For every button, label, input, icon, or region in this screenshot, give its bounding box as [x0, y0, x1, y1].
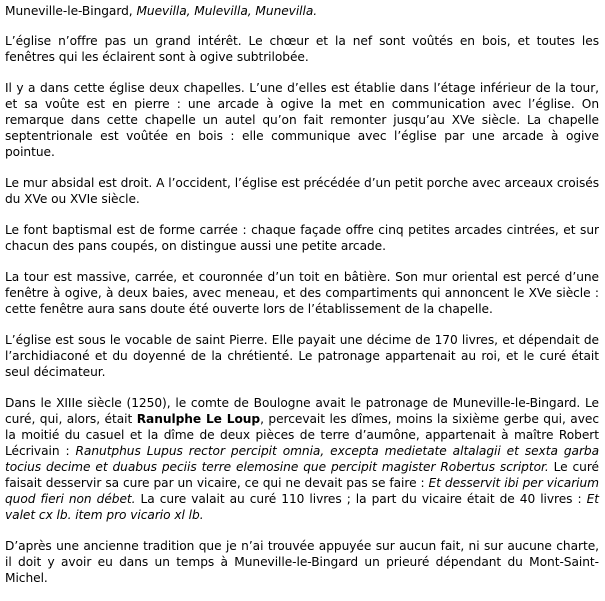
history-latin-quote-2: Et desservit ibi per vicarium quod fieri non débet.: [5, 476, 599, 506]
history-curate-name: Ranulphe Le Loup: [136, 412, 261, 426]
paragraph-chapels: Il y a dans cette église deux chapelles. L’une d’elles est établie dans l’étage inférieur de la tour, et sa voûte est en pierre : une arcade à ogive la met en communication avec l’église. On remarque dans cette chapelle un autel qu’on fait remonter jusqu’au XVe siècle. La chapelle septentrionale est voûtée en bois : elle communique avec l’église par une arcade à ogive pointue.: [5, 81, 599, 159]
document-title: [5, 3, 599, 19]
title-latin-variants: Muevilla, Mulevilla, Munevilla.: [136, 4, 318, 18]
title-place: Muneville-le-Bingard,: [5, 4, 137, 18]
history-text-g: La cure valait au curé 110 livres ; la part du vicaire était de 40 livres :: [135, 492, 587, 506]
paragraph-apse-porch: Le mur absidal est droit. A l’occident, l’église est précédée d’un petit porche avec arceaux croisés du XVe ou XVIe siècle.: [5, 176, 599, 206]
paragraph-priory-tradition: D’après une ancienne tradition que je n’ai trouvée appuyée sur aucun fait, ni sur aucune charte, il doit y avoir eu dans un temps à Muneville-le-Bingard un prieuré dépendant du Mont-Saint-Michel.: [5, 539, 599, 585]
paragraph-tower: La tour est massive, carrée, et couronnée d’un toit en bâtière. Son mur oriental est percé d’une fenêtre à ogive, à deux baies, avec meneau, et des compartiments qui annoncent le XVe siècle : cette fenêtre aura sans doute été ouverte lors de l’établissement de la chapelle.: [5, 270, 599, 316]
history-latin-quote-1: Ranutphus Lupus rector percipit omnia, excepta medietate altalagii et sexta garba tocius decime et duabus peciis terre elemosine que percipit magister Robertus scriptor.: [5, 444, 600, 474]
paragraph-patronage: L’église est sous le vocable de saint Pierre. Elle payait une décime de 170 livres, et dépendait de l’archidiaconé et du doyenné de la chrétienté. Le patronage appartenait au roi, et le curé était seul décimateur.: [5, 333, 599, 379]
document-body: [5, 3, 599, 601]
history-text-c: , percevait les dîmes, moins la sixième gerbe qui, avec la moitié du casuel et la dîme de deux pièces de terre d’aumône, appartenait à maître Robert Lécrivain :: [5, 412, 599, 458]
paragraph-church-overview: L’église n’offre pas un grand intérêt. Le chœur et la nef sont voûtés en bois, et toutes les fenêtres qui les éclairent sont à ogive subtrilobée.: [5, 34, 599, 64]
paragraph-baptismal-font: Le font baptismal est de forme carrée : chaque façade offre cinq petites arcades cintrées, et sur chacun des pans coupés, on distingue aussi une petite arcade.: [5, 223, 599, 253]
history-text-a: Dans le XIIIe siècle (1250), le comte de Boulogne avait le patronage de Muneville-le-Bingard. Le curé, qui, alors, était: [5, 396, 599, 426]
paragraph-history-1250: [5, 395, 599, 523]
history-text-e: Le curé faisait desservir sa cure par un vicaire, ce qui ne devait pas se faire :: [5, 460, 599, 490]
history-latin-quote-3: Et valet cx lb. item pro vicario xl lb.: [5, 492, 599, 522]
